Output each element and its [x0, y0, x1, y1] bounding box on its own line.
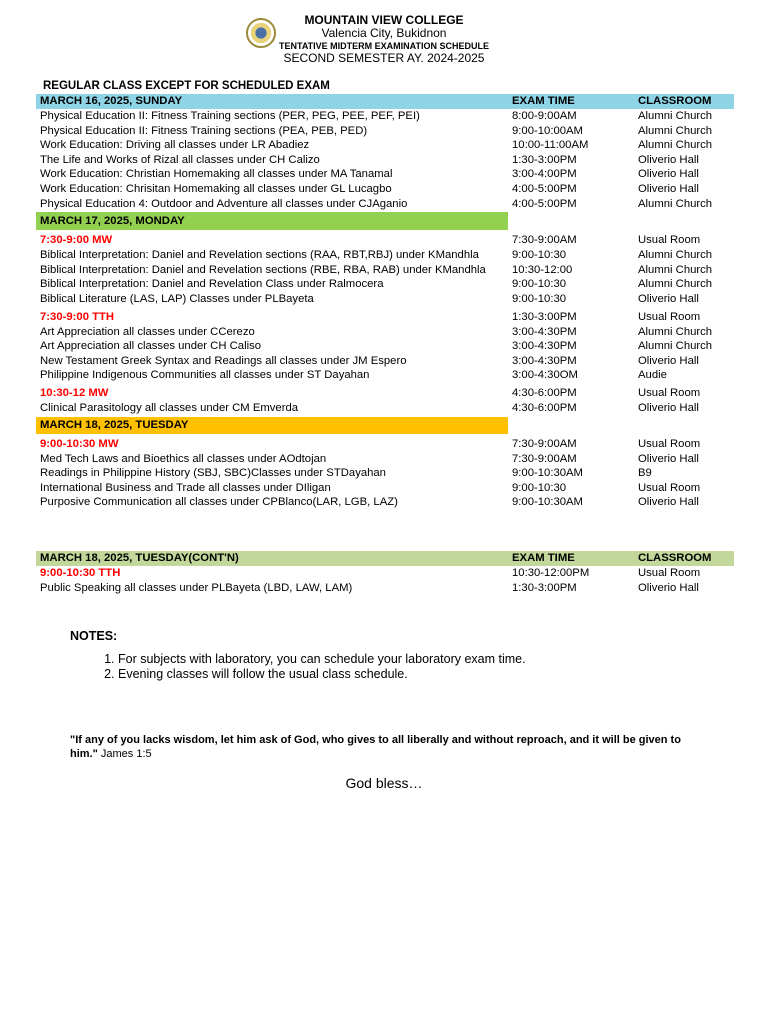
schedule-table-continued [36, 551, 734, 596]
classroom-cell: Alumni Church [638, 197, 713, 210]
exam-time-cell: 3:00-4:00PM [512, 168, 577, 181]
exam-time-cell: 1:30-3:00PM [512, 153, 577, 166]
quote-text: "If any of you lacks wisdom, let him ask of God, who gives to all liberally and without reproach, and it will be given to him." [70, 734, 681, 760]
exam-time-cell: 3:00-4:30PM [512, 340, 577, 353]
subject-cell: Work Education: Driving all classes under LR Abadiez [40, 139, 310, 152]
time-group-row [36, 566, 734, 581]
time-group-row [36, 310, 734, 325]
semester: SECOND SEMESTER AY. 2024-2025 [283, 51, 485, 65]
subject-cell: Clinical Parasitology all classes under CM Emverda [40, 401, 299, 414]
schedule-row [36, 452, 734, 467]
schedule-row [36, 495, 734, 510]
exam-time-cell: 9:00-10:30 [512, 481, 567, 494]
time-group-row [36, 233, 734, 248]
classroom-cell: Usual Room [638, 234, 701, 247]
closing-blessing: God bless… [345, 775, 423, 791]
schedule-row [36, 138, 734, 153]
classroom-cell: Alumni Church [638, 325, 713, 338]
schedule-row [36, 466, 734, 481]
subject-cell: MARCH 18, 2025, TUESDAY(CONT'N) [40, 552, 239, 564]
exam-time-cell: 9:00-10:30AM [512, 496, 583, 509]
schedule-row [36, 167, 734, 182]
note-item: 2. Evening classes will follow the usual class schedule. [118, 667, 526, 682]
note-item: 1. For subjects with laboratory, you can schedule your laboratory exam time. [118, 652, 526, 667]
subject-cell: MARCH 17, 2025, MONDAY [40, 215, 185, 228]
classroom-cell: Alumni Church [638, 263, 713, 276]
bible-quote [70, 734, 690, 761]
classroom-cell: Alumni Church [638, 278, 713, 291]
classroom-cell: Usual Room [638, 386, 701, 399]
schedule-row [36, 109, 734, 124]
time-group-row [36, 437, 734, 452]
subject-cell: Art Appreciation all classes under CCerezo [40, 325, 255, 338]
subject-cell: Art Appreciation all classes under CH Caliso [40, 340, 262, 353]
schedule-row [36, 263, 734, 278]
header-text [250, 13, 518, 65]
classroom-cell: Alumni Church [638, 139, 713, 152]
exam-time-cell: 3:00-4:30OM [512, 369, 578, 382]
quote-reference: James 1:5 [97, 747, 152, 760]
subject-cell: MARCH 16, 2025, SUNDAY [40, 95, 183, 107]
classroom-cell: CLASSROOM [638, 95, 712, 107]
classroom-cell: Oliverio Hall [638, 582, 699, 594]
classroom-cell: Oliverio Hall [638, 292, 699, 305]
exam-time-cell: 3:00-4:30PM [512, 325, 577, 338]
schedule-row [36, 248, 734, 263]
subject-cell: Biblical Literature (LAS, LAP) Classes under PLBayeta [40, 292, 314, 305]
exam-time-cell: 7:30-9:00AM [512, 437, 577, 450]
classroom-cell: Usual Room [638, 310, 701, 323]
classroom-cell: Usual Room [638, 567, 701, 579]
exam-time-cell: 4:30-6:00PM [512, 401, 577, 414]
date-band-monday [36, 212, 508, 230]
exam-time-cell: 1:30-3:00PM [512, 310, 577, 323]
schedule-row [36, 339, 734, 354]
time-group-label: 7:30-9:00 MW [40, 234, 113, 247]
subject-cell: Biblical Interpretation: Daniel and Revelation sections (RAA, RBT,RBJ) under KMandhla [40, 249, 479, 262]
classroom-cell: Oliverio Hall [638, 401, 699, 414]
subject-cell: Physical Education II: Fitness Training sections (PER, PEG, PEE, PEF, PEI) [40, 110, 420, 122]
subject-cell: International Business and Trade all classes under DIligan [40, 481, 331, 494]
time-group-row [36, 386, 734, 401]
schedule-row [36, 368, 734, 383]
classroom-cell: Alumni Church [638, 340, 713, 353]
notes-list [100, 652, 526, 682]
subject-cell: Med Tech Laws and Bioethics all classes under AOdtojan [40, 452, 327, 465]
subject-cell: MARCH 18, 2025, TUESDAY [40, 418, 189, 431]
date-band-tuesday-continued [36, 551, 734, 566]
exam-time-cell: 8:00-9:00AM [512, 110, 577, 122]
college-location: Valencia City, Bukidnon [321, 26, 447, 40]
classroom-cell: B9 [638, 467, 652, 480]
time-group-label: 10:30-12 MW [40, 386, 109, 399]
classroom-cell: Alumni Church [638, 110, 713, 122]
exam-time-cell: 4:30-6:00PM [512, 386, 577, 399]
exam-time-cell: 4:00-5:00PM [512, 197, 577, 210]
classroom-cell: Audie [638, 369, 667, 382]
classroom-cell: Usual Room [638, 481, 701, 494]
exam-time-cell: EXAM TIME [512, 95, 575, 107]
subject-cell: Public Speaking all classes under PLBayeta (LBD, LAW, LAM) [40, 582, 353, 594]
classroom-cell: Oliverio Hall [638, 153, 699, 166]
classroom-cell: CLASSROOM [638, 552, 712, 564]
schedule-table-main [36, 94, 734, 510]
time-group-label: 7:30-9:00 TTH [40, 310, 115, 323]
schedule-row [36, 325, 734, 340]
exam-time-cell: 7:30-9:00AM [512, 234, 577, 247]
schedule-row [36, 401, 734, 416]
exam-time-cell: 9:00-10:30AM [512, 467, 583, 480]
schedule-row [36, 277, 734, 292]
exam-time-cell: 9:00-10:30 [512, 249, 567, 262]
schedule-row [36, 354, 734, 369]
exam-time-cell: 3:00-4:30PM [512, 354, 577, 367]
college-name: MOUNTAIN VIEW COLLEGE [304, 13, 464, 27]
schedule-row [36, 481, 734, 496]
classroom-cell: Oliverio Hall [638, 496, 699, 509]
schedule-subtitle: REGULAR CLASS EXCEPT FOR SCHEDULED EXAM [43, 80, 330, 92]
exam-time-cell: 9:00-10:00AM [512, 124, 583, 137]
classroom-cell: Usual Room [638, 437, 701, 450]
schedule-row [36, 182, 734, 197]
exam-time-cell: 10:00-11:00AM [512, 139, 589, 152]
classroom-cell: Oliverio Hall [638, 182, 699, 195]
subject-cell: Physical Education 4: Outdoor and Adventure all classes under CJAganio [40, 197, 408, 210]
exam-title: TENTATIVE MIDTERM EXAMINATION SCHEDULE [279, 41, 489, 51]
classroom-cell: Oliverio Hall [638, 168, 699, 181]
subject-cell: Philippine Indigenous Communities all classes under ST Dayahan [40, 369, 370, 382]
classroom-cell: Alumni Church [638, 249, 713, 262]
schedule-row [36, 581, 734, 596]
exam-time-cell: 10:30-12:00PM [512, 567, 590, 579]
classroom-cell: Oliverio Hall [638, 354, 699, 367]
classroom-cell: Oliverio Hall [638, 452, 699, 465]
subject-cell: Physical Education II: Fitness Training sections (PEA, PEB, PED) [40, 124, 368, 137]
subject-cell: The Life and Works of Rizal all classes under CH Calizo [40, 153, 320, 166]
subject-cell: Biblical Interpretation: Daniel and Revelation Class under Ralmocera [40, 278, 384, 291]
exam-time-cell: 7:30-9:00AM [512, 452, 577, 465]
subject-cell: Work Education: Chrisitan Homemaking all classes under GL Lucagbo [40, 182, 392, 195]
classroom-cell: Alumni Church [638, 124, 713, 137]
time-group-label: 9:00-10:30 TTH [40, 567, 121, 579]
schedule-row [36, 292, 734, 307]
schedule-row [36, 197, 734, 212]
subject-cell: Work Education: Christian Homemaking all classes under MA Tanamal [40, 168, 393, 181]
notes-heading: NOTES: [70, 629, 118, 643]
exam-time-cell: 9:00-10:30 [512, 278, 567, 291]
date-band-tuesday [36, 417, 508, 434]
schedule-row [36, 124, 734, 139]
time-group-label: 9:00-10:30 MW [40, 437, 119, 450]
subject-cell: Biblical Interpretation: Daniel and Revelation sections (RBE, RBA, RAB) under KMandhla [40, 263, 486, 276]
subject-cell: New Testament Greek Syntax and Readings all classes under JM Espero [40, 354, 407, 367]
exam-time-cell: 10:30-12:00 [512, 263, 573, 276]
exam-time-cell: 1:30-3:00PM [512, 582, 577, 594]
exam-time-cell: EXAM TIME [512, 552, 575, 564]
date-band-sunday [36, 94, 734, 109]
subject-cell: Readings in Philippine History (SBJ, SBC)Classes under STDayahan [40, 467, 386, 480]
exam-time-cell: 9:00-10:30 [512, 292, 567, 305]
exam-time-cell: 4:00-5:00PM [512, 182, 577, 195]
schedule-row [36, 153, 734, 168]
subject-cell: Purposive Communication all classes under CPBlanco(LAR, LGB, LAZ) [40, 496, 398, 509]
